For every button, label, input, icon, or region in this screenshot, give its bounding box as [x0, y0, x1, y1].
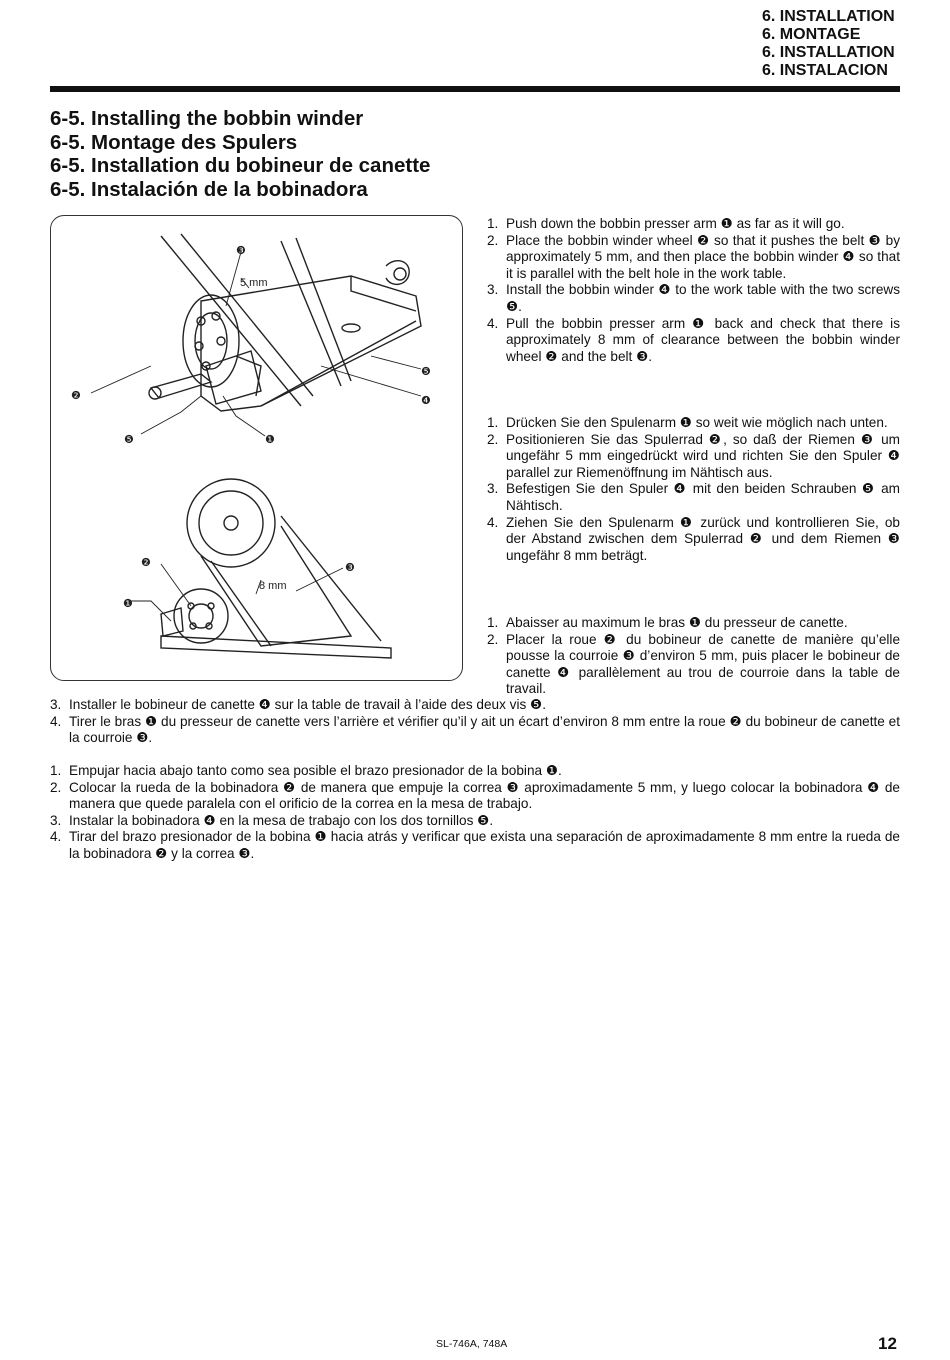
step-text: Befestigen Sie den Spuler ❹ mit den beiden Schrauben ❺ am Nähtisch.: [506, 481, 900, 513]
callout-2: ❷: [141, 557, 151, 569]
step-text: Empujar hacia abajo tanto como sea posible el brazo presionador de la bobina ❶.: [69, 763, 562, 778]
french-instructions-bottom: [50, 697, 900, 747]
section-title: 6-5. Instalación de la bobinadora: [50, 177, 368, 201]
instruction-step: [487, 415, 900, 432]
callout-5: ❺: [421, 366, 431, 378]
step-number: 3.: [50, 812, 62, 828]
step-text: Placer la roue ❷ du bobineur de canette de manière qu’elle pousse la courroie ❸ d’environ 5 mm, puis placer le bobineur de canette ❹ parallèlement au trou de courroie dans la table de travail.: [506, 631, 900, 697]
bobbin-winder-wheel: [183, 295, 239, 387]
step-number: 3.: [487, 282, 499, 298]
german-instructions: [487, 415, 900, 564]
step-number: 2.: [487, 431, 499, 447]
callout-1: ❶: [265, 434, 275, 446]
instruction-step: [487, 432, 900, 482]
step-number: 3.: [487, 481, 499, 497]
step-text: Tirer le bras ❶ du presseur de canette vers l’arrière et vérifier qu’il y ait un écart d’environ 8 mm entre la roue ❷ du bobineur de canette et la courroie ❸.: [69, 713, 900, 746]
instruction-step: [50, 763, 900, 780]
section-titles: [50, 107, 430, 201]
instruction-step: [487, 216, 900, 233]
dimension-label: 5 mm: [240, 277, 268, 289]
step-text: Ziehen Sie den Spulenarm ❶ zurück und kontrollieren Sie, ob der Abstand zwischen dem Spulerrad ❷ und dem Riemen ❸ ungefähr 8 mm beträgt.: [506, 514, 900, 563]
section-title: 6-5. Installation du bobineur de canette: [50, 154, 431, 177]
step-text: Installer le bobineur de canette ❹ sur la table de travail à l’aide des deux vis ❺.: [69, 697, 547, 712]
instruction-step: [50, 780, 900, 813]
motor-pulley: [187, 479, 275, 567]
english-instructions: [487, 216, 900, 365]
callout-1: ❶: [123, 598, 133, 610]
step-text: Positionieren Sie das Spulerrad ❷, so daß der Riemen ❸ um ungefähr 5 mm eingedrückt wird und richten Sie den Spuler ❹ parallel zur Riemenöffnung im Nähtisch aus.: [506, 431, 900, 480]
instruction-step: [50, 697, 900, 714]
callout-3: ❸: [345, 562, 355, 574]
instruction-step: [487, 233, 900, 283]
step-text: Instalar la bobinadora ❹ en la mesa de trabajo con los dos tornillos ❺.: [69, 812, 494, 828]
instruction-step: [50, 813, 900, 830]
callout-5: ❺: [124, 434, 134, 446]
instruction-step: [50, 829, 900, 862]
step-number: 1.: [50, 763, 62, 778]
section-header-line: 6. MONTAGE: [762, 26, 861, 43]
header-rule: [50, 86, 900, 92]
french-instructions-top: [487, 615, 900, 698]
step-text: Push down the bobbin presser arm ❶ as far as it will go.: [506, 216, 845, 231]
spanish-instructions: [50, 763, 900, 863]
section-header-line: 6. INSTALLATION: [762, 44, 895, 61]
step-number: 4.: [50, 713, 62, 729]
illustration-drawing: [51, 216, 462, 680]
step-number: 2.: [50, 779, 62, 795]
dimension-label: 8 mm: [259, 580, 287, 592]
step-number: 2.: [487, 631, 499, 647]
step-number: 1.: [487, 415, 499, 430]
callout-3: ❸: [236, 245, 246, 257]
section-header-line: 6. INSTALACION: [762, 62, 888, 79]
step-text: Place the bobbin winder wheel ❷ so that it pushes the belt ❸ by approximately 5 mm, and then place the bobbin winder ❹ so that it is parallel with the belt hole in the work table.: [506, 232, 900, 281]
step-number: 4.: [50, 829, 62, 845]
footer-model-number: SL-746A, 748A: [436, 1338, 508, 1350]
instruction-step: [487, 316, 900, 366]
section-header-line: 6. INSTALLATION: [762, 8, 895, 25]
instruction-step: [487, 515, 900, 565]
step-text: Abaisser au maximum le bras ❶ du presseur de canette.: [506, 615, 848, 630]
instruction-step: [487, 632, 900, 698]
footer-page-number: 12: [878, 1334, 897, 1353]
step-number: 3.: [50, 697, 62, 712]
step-number: 4.: [487, 315, 499, 331]
step-number: 1.: [487, 216, 499, 231]
step-number: 4.: [487, 514, 499, 530]
step-text: Pull the bobbin presser arm ❶ back and check that there is approximately 8 mm of clearance between the bobbin winder wheel ❷ and the belt ❸.: [506, 315, 900, 364]
work-table-plate: [201, 276, 421, 411]
callout-2: ❷: [71, 390, 81, 402]
step-text: Install the bobbin winder ❹ to the work table with the two screws ❺.: [506, 282, 900, 314]
step-text: Tirar del brazo presionador de la bobina ❶ hacia atrás y verificar que exista una separación de aproximadamente 8 mm entre la rueda de la bobinadora ❷ y la correa ❸.: [69, 829, 900, 861]
callout-4: ❹: [421, 395, 431, 407]
instruction-step: [50, 714, 900, 747]
instruction-step: [487, 282, 900, 315]
instruction-step: [487, 481, 900, 514]
section-header: [762, 8, 895, 80]
step-text: Colocar la rueda de la bobinadora ❷ de manera que empuje la correa ❸ aproximadamente 5 mm, y luego colocar la bobinadora ❹ de manera que quede paralela con el orificio de la correa en la mesa de trabajo.: [69, 779, 900, 812]
step-number: 1.: [487, 615, 499, 630]
instruction-step: [487, 615, 900, 632]
step-text: Drücken Sie den Spulenarm ❶ so weit wie möglich nach unten.: [506, 415, 888, 430]
section-title: 6-5. Montage des Spulers: [50, 130, 298, 154]
bobbin-winder-illustration: [50, 215, 463, 681]
section-title: 6-5. Installing the bobbin winder: [50, 107, 364, 130]
step-number: 2.: [487, 232, 499, 248]
